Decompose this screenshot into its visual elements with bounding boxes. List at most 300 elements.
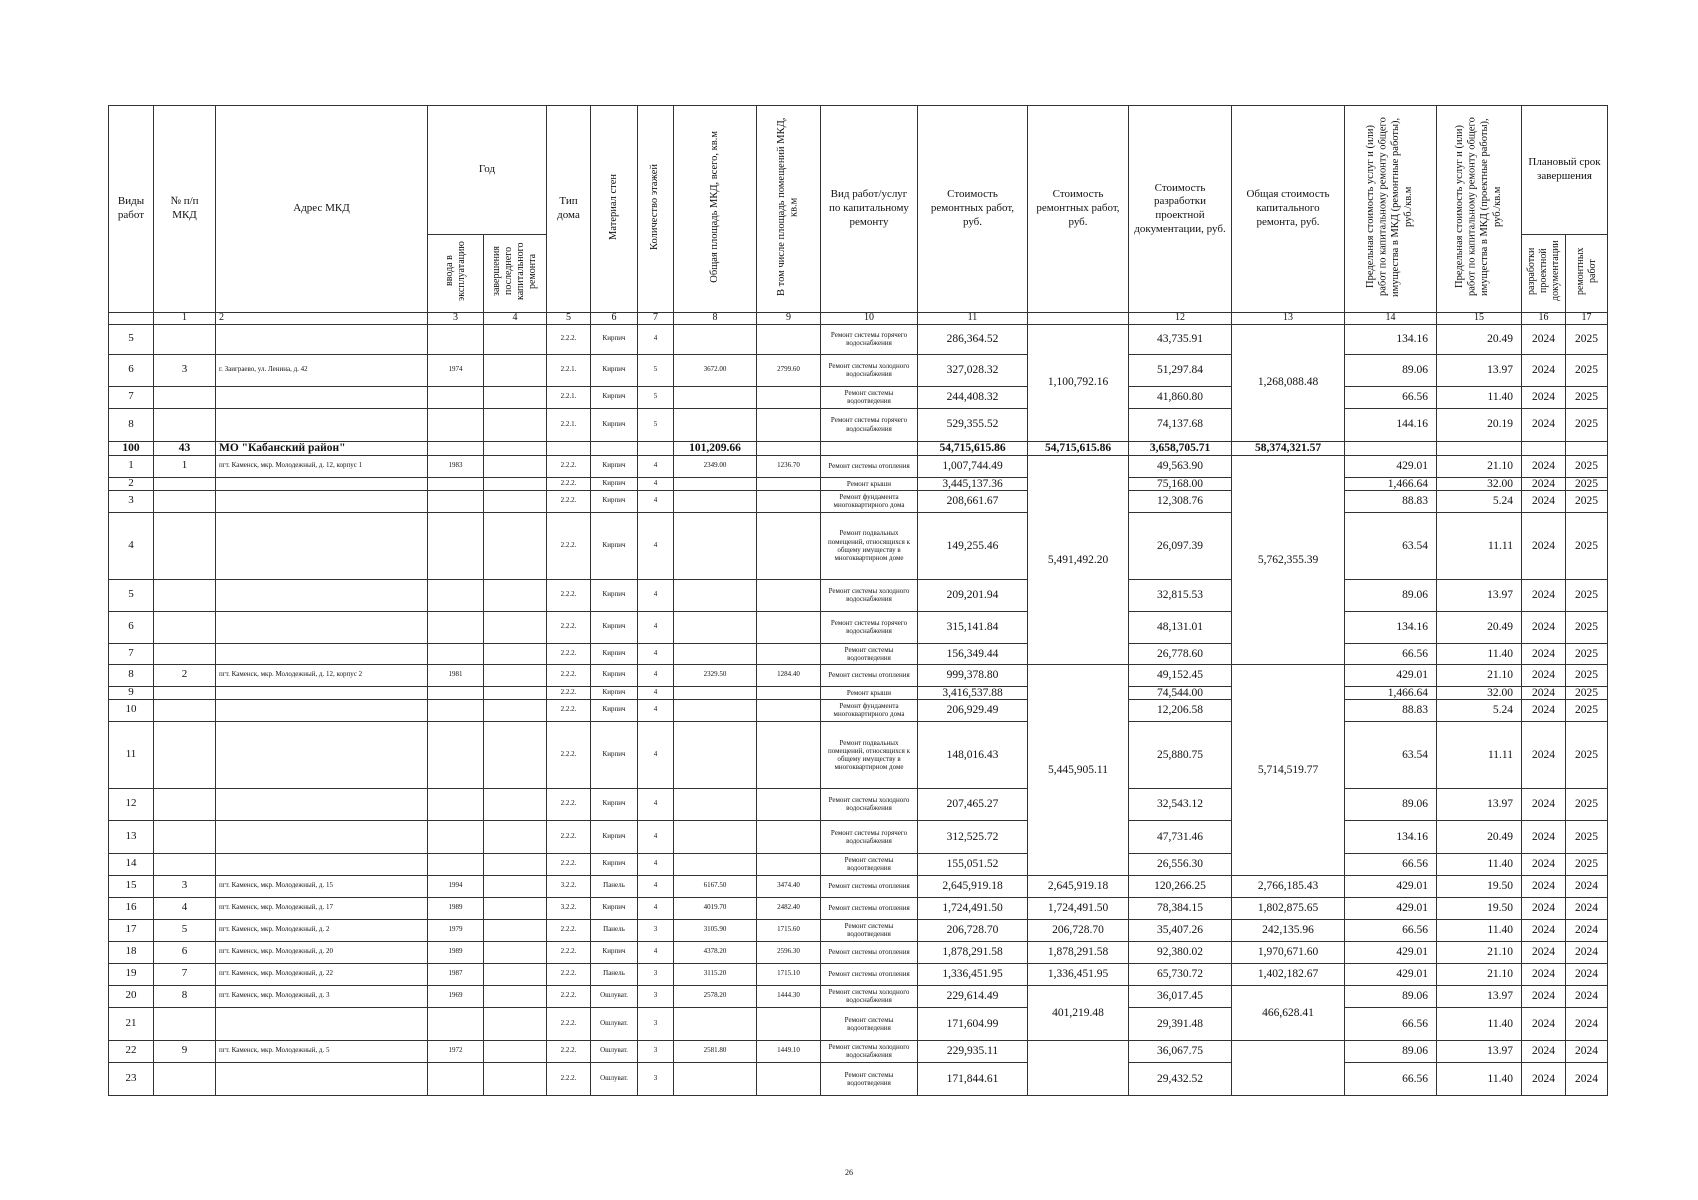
total-area-cell: 3672.00 xyxy=(674,354,757,386)
house-type-cell: 2.2.2. xyxy=(547,324,591,354)
premises-area-cell xyxy=(757,477,821,490)
wall-material-cell: Кирпич xyxy=(591,408,638,441)
work-type-cell: Ремонт системы водоотведения xyxy=(821,643,918,664)
wall-material-cell: Ошлуват. xyxy=(591,1007,638,1040)
premises-area-cell: 1715.10 xyxy=(757,963,821,985)
year-last-repair-cell xyxy=(484,788,547,820)
address-cell xyxy=(216,490,428,512)
term-repair-cell: 2025 xyxy=(1566,579,1608,611)
total-area-cell xyxy=(674,386,757,408)
floors-cell: 4 xyxy=(638,664,674,686)
limit-design-cell: 13.97 xyxy=(1437,985,1522,1007)
table-row xyxy=(109,941,1608,963)
limit-design-cell: 32.00 xyxy=(1437,686,1522,699)
column-index-cell: 4 xyxy=(484,313,547,325)
limit-design-cell: 11.40 xyxy=(1437,1007,1522,1040)
floors-cell: 4 xyxy=(638,721,674,788)
address-cell: МО "Кабанский район" xyxy=(216,441,428,455)
mkd-number-cell: 2 xyxy=(154,664,216,686)
limit-design-cell: 19.50 xyxy=(1437,875,1522,897)
mkd-number-cell xyxy=(154,490,216,512)
limit-repair-cell: 66.56 xyxy=(1345,643,1437,664)
term-design-cell: 2024 xyxy=(1522,1040,1566,1062)
term-repair-cell: 2024 xyxy=(1566,875,1608,897)
year-last-repair-cell xyxy=(484,512,547,579)
mkd-number-cell xyxy=(154,386,216,408)
design-cost-cell: 49,563.90 xyxy=(1129,455,1232,477)
house-type-cell: 2.2.2. xyxy=(547,455,591,477)
column-index-cell: 8 xyxy=(674,313,757,325)
address-cell xyxy=(216,686,428,699)
design-cost-cell: 65,730.72 xyxy=(1129,963,1232,985)
limit-repair-cell: 134.16 xyxy=(1345,324,1437,354)
header-year-commissioning: ввода в эксплуатацию xyxy=(428,235,484,313)
total-area-cell: 4019.70 xyxy=(674,897,757,919)
term-design-cell: 2024 xyxy=(1522,664,1566,686)
work-type-cell: Ремонт системы отопления xyxy=(821,875,918,897)
year-commissioning-cell: 1972 xyxy=(428,1040,484,1062)
address-cell: пгт. Каменск, мкр. Молодежный, д. 15 xyxy=(216,875,428,897)
work-type-cell: Ремонт системы отопления xyxy=(821,897,918,919)
limit-repair-cell: 134.16 xyxy=(1345,820,1437,853)
limit-repair-cell: 88.83 xyxy=(1345,699,1437,721)
term-repair-cell: 2024 xyxy=(1566,963,1608,985)
floors-cell: 3 xyxy=(638,1040,674,1062)
premises-area-cell: 1284.40 xyxy=(757,664,821,686)
address-cell xyxy=(216,408,428,441)
table-row xyxy=(109,664,1608,686)
mkd-number-cell: 7 xyxy=(154,963,216,985)
total-cost-cell: 2,766,185.43 xyxy=(1232,875,1345,897)
premises-area-cell xyxy=(757,386,821,408)
limit-design-cell: 5.24 xyxy=(1437,699,1522,721)
limit-design-cell: 32.00 xyxy=(1437,477,1522,490)
address-cell xyxy=(216,611,428,643)
term-design-cell: 2024 xyxy=(1522,820,1566,853)
mkd-number-cell: 9 xyxy=(154,1040,216,1062)
repair-cost-total-cell: 1,878,291.58 xyxy=(1028,941,1129,963)
design-cost-cell: 120,266.25 xyxy=(1129,875,1232,897)
premises-area-cell xyxy=(757,686,821,699)
work-type-cell: Ремонт системы холодного водоснабжения xyxy=(821,579,918,611)
year-commissioning-cell xyxy=(428,788,484,820)
limit-repair-cell: 144.16 xyxy=(1345,408,1437,441)
design-cost-cell: 49,152.45 xyxy=(1129,664,1232,686)
year-last-repair-cell xyxy=(484,721,547,788)
total-area-cell xyxy=(674,699,757,721)
floors-cell: 4 xyxy=(638,512,674,579)
limit-design-cell: 11.11 xyxy=(1437,721,1522,788)
limit-repair-cell: 134.16 xyxy=(1345,611,1437,643)
header-year: Год xyxy=(428,106,547,235)
term-repair-cell: 2025 xyxy=(1566,664,1608,686)
table-row xyxy=(109,455,1608,477)
year-commissioning-cell: 1979 xyxy=(428,919,484,941)
table-row xyxy=(109,686,1608,699)
total-cost-cell: 5,714,519.77 xyxy=(1232,664,1345,875)
wall-material-cell: Ошлуват. xyxy=(591,1062,638,1095)
limit-design-cell: 11.40 xyxy=(1437,919,1522,941)
floors-cell: 5 xyxy=(638,354,674,386)
year-commissioning-cell xyxy=(428,699,484,721)
limit-design-cell: 20.19 xyxy=(1437,408,1522,441)
term-repair-cell: 2024 xyxy=(1566,985,1608,1007)
total-area-cell xyxy=(674,1007,757,1040)
total-area-cell xyxy=(674,788,757,820)
year-commissioning-cell: 1989 xyxy=(428,897,484,919)
work-index-cell: 9 xyxy=(109,686,154,699)
work-type-cell: Ремонт системы холодного водоснабжения xyxy=(821,985,918,1007)
repair-cost-cell: 171,844.61 xyxy=(918,1062,1028,1095)
limit-design-cell: 21.10 xyxy=(1437,455,1522,477)
year-last-repair-cell xyxy=(484,1007,547,1040)
term-design-cell: 2024 xyxy=(1522,490,1566,512)
design-cost-cell: 12,206.58 xyxy=(1129,699,1232,721)
mkd-number-cell xyxy=(154,611,216,643)
work-type-cell: Ремонт системы водоотведения xyxy=(821,1007,918,1040)
floors-cell: 4 xyxy=(638,455,674,477)
table-row xyxy=(109,963,1608,985)
year-last-repair-cell xyxy=(484,1040,547,1062)
limit-repair-cell: 89.06 xyxy=(1345,354,1437,386)
repair-cost-cell: 3,416,537.88 xyxy=(918,686,1028,699)
year-commissioning-cell xyxy=(428,477,484,490)
floors-cell: 5 xyxy=(638,386,674,408)
limit-repair-cell: 63.54 xyxy=(1345,512,1437,579)
year-commissioning-cell: 1969 xyxy=(428,985,484,1007)
address-cell: пгт. Каменск, мкр. Молодежный, д. 12, корпус 1 xyxy=(216,455,428,477)
limit-repair-cell: 429.01 xyxy=(1345,875,1437,897)
wall-material-cell: Кирпич xyxy=(591,611,638,643)
address-cell xyxy=(216,820,428,853)
work-index-cell: 19 xyxy=(109,963,154,985)
repair-cost-total-cell xyxy=(1028,1040,1129,1095)
year-last-repair-cell xyxy=(484,963,547,985)
wall-material-cell: Панель xyxy=(591,875,638,897)
address-cell xyxy=(216,1007,428,1040)
premises-area-cell xyxy=(757,579,821,611)
repair-cost-cell: 1,724,491.50 xyxy=(918,897,1028,919)
total-area-cell: 3105.90 xyxy=(674,919,757,941)
table-row xyxy=(109,579,1608,611)
table-row xyxy=(109,1040,1608,1062)
column-index-cell: 3 xyxy=(428,313,484,325)
term-design-cell: 2024 xyxy=(1522,875,1566,897)
term-repair-cell: 2024 xyxy=(1566,1062,1608,1095)
address-cell xyxy=(216,579,428,611)
mkd-number-cell: 1 xyxy=(154,455,216,477)
work-type-cell: Ремонт системы отопления xyxy=(821,963,918,985)
repair-cost-cell: 3,445,137.36 xyxy=(918,477,1028,490)
work-type-cell: Ремонт крыши xyxy=(821,686,918,699)
premises-area-cell xyxy=(757,490,821,512)
design-cost-cell: 74,544.00 xyxy=(1129,686,1232,699)
year-last-repair-cell xyxy=(484,490,547,512)
work-index-cell: 4 xyxy=(109,512,154,579)
header-address: Адрес МКД xyxy=(216,106,428,313)
work-type-cell: Ремонт системы водоотведения xyxy=(821,1062,918,1095)
term-repair-cell: 2024 xyxy=(1566,1040,1608,1062)
total-cost-cell: 466,628.41 xyxy=(1232,985,1345,1040)
column-index-cell: 14 xyxy=(1345,313,1437,325)
address-cell: г. Заиграево, ул. Ленина, д. 42 xyxy=(216,354,428,386)
work-type-cell: Ремонт системы отопления xyxy=(821,455,918,477)
limit-repair-cell: 1,466.64 xyxy=(1345,686,1437,699)
design-cost-cell: 25,880.75 xyxy=(1129,721,1232,788)
limit-design-cell: 20.49 xyxy=(1437,820,1522,853)
address-cell: пгт. Каменск, мкр. Молодежный, д. 3 xyxy=(216,985,428,1007)
column-index-cell: 7 xyxy=(638,313,674,325)
house-type-cell: 2.2.2. xyxy=(547,941,591,963)
wall-material-cell: Кирпич xyxy=(591,664,638,686)
floors-cell: 4 xyxy=(638,941,674,963)
work-index-cell: 22 xyxy=(109,1040,154,1062)
repair-cost-cell: 2,645,919.18 xyxy=(918,875,1028,897)
premises-area-cell: 1449.10 xyxy=(757,1040,821,1062)
year-last-repair-cell xyxy=(484,686,547,699)
term-repair-cell: 2025 xyxy=(1566,853,1608,875)
house-type-cell: 2.2.1. xyxy=(547,354,591,386)
limit-repair-cell: 89.06 xyxy=(1345,579,1437,611)
header-premises-area: В том числе площадь помещений МКД, кв.м xyxy=(757,106,821,313)
table-row xyxy=(109,324,1608,354)
floors-cell: 3 xyxy=(638,1062,674,1095)
mkd-number-cell xyxy=(154,1007,216,1040)
mkd-number-cell xyxy=(154,853,216,875)
mkd-number-cell: 3 xyxy=(154,354,216,386)
repair-cost-total-cell: 1,336,451.95 xyxy=(1028,963,1129,985)
total-area-cell xyxy=(674,1062,757,1095)
wall-material-cell: Ошлуват. xyxy=(591,985,638,1007)
house-type-cell: 2.2.2. xyxy=(547,985,591,1007)
repair-cost-cell: 1,007,744.49 xyxy=(918,455,1028,477)
year-last-repair-cell xyxy=(484,386,547,408)
year-commissioning-cell xyxy=(428,686,484,699)
limit-design-cell xyxy=(1437,441,1522,455)
repair-cost-total-cell: 5,445,905.11 xyxy=(1028,664,1129,875)
year-last-repair-cell xyxy=(484,1062,547,1095)
limit-repair-cell: 63.54 xyxy=(1345,721,1437,788)
column-index-cell: 2 xyxy=(216,313,428,325)
house-type-cell: 2.2.2. xyxy=(547,490,591,512)
term-repair-cell: 2025 xyxy=(1566,820,1608,853)
term-design-cell: 2024 xyxy=(1522,455,1566,477)
year-commissioning-cell xyxy=(428,1062,484,1095)
wall-material-cell: Ошлуват. xyxy=(591,1040,638,1062)
work-index-cell: 10 xyxy=(109,699,154,721)
design-cost-cell: 32,543.12 xyxy=(1129,788,1232,820)
year-last-repair-cell xyxy=(484,579,547,611)
floors-cell: 4 xyxy=(638,324,674,354)
total-cost-cell xyxy=(1232,1040,1345,1095)
wall-material-cell: Кирпич xyxy=(591,512,638,579)
term-design-cell: 2024 xyxy=(1522,699,1566,721)
header-repair-cost: Стоимость ремонтных работ, руб. xyxy=(918,106,1028,313)
wall-material-cell: Кирпич xyxy=(591,699,638,721)
address-cell: пгт. Каменск, мкр. Молодежный, д. 5 xyxy=(216,1040,428,1062)
floors-cell: 4 xyxy=(638,477,674,490)
mkd-number-cell xyxy=(154,721,216,788)
address-cell xyxy=(216,512,428,579)
table-row xyxy=(109,1062,1608,1095)
work-type-cell: Ремонт системы горячего водоснабжения xyxy=(821,820,918,853)
limit-repair-cell: 66.56 xyxy=(1345,919,1437,941)
work-index-cell: 21 xyxy=(109,1007,154,1040)
work-index-cell: 18 xyxy=(109,941,154,963)
table-row xyxy=(109,1007,1608,1040)
mkd-number-cell xyxy=(154,1062,216,1095)
repair-cost-cell: 315,141.84 xyxy=(918,611,1028,643)
wall-material-cell: Кирпич xyxy=(591,820,638,853)
design-cost-cell: 74,137.68 xyxy=(1129,408,1232,441)
house-type-cell: 2.2.2. xyxy=(547,611,591,643)
premises-area-cell: 3474.40 xyxy=(757,875,821,897)
work-index-cell: 6 xyxy=(109,354,154,386)
total-area-cell xyxy=(674,512,757,579)
total-cost-cell: 1,802,875.65 xyxy=(1232,897,1345,919)
term-repair-cell: 2024 xyxy=(1566,919,1608,941)
limit-design-cell: 11.40 xyxy=(1437,853,1522,875)
repair-cost-cell: 155,051.52 xyxy=(918,853,1028,875)
design-cost-cell: 41,860.80 xyxy=(1129,386,1232,408)
term-design-cell: 2024 xyxy=(1522,963,1566,985)
floors-cell: 4 xyxy=(638,611,674,643)
address-cell: пгт. Каменск, мкр. Молодежный, д. 22 xyxy=(216,963,428,985)
term-design-cell: 2024 xyxy=(1522,324,1566,354)
header-term-repair: ремонтных работ xyxy=(1566,235,1608,313)
column-index-cell xyxy=(109,313,154,325)
repair-cost-cell: 327,028.32 xyxy=(918,354,1028,386)
year-last-repair-cell xyxy=(484,611,547,643)
year-commissioning-cell xyxy=(428,512,484,579)
work-index-cell: 1 xyxy=(109,455,154,477)
limit-repair-cell: 66.56 xyxy=(1345,853,1437,875)
header-limit-repair: Предельная стоимость услуг и (или) работ по капитальному ремонту общего имущества в МКД (ремонтные работы), руб./кв.м xyxy=(1345,106,1437,313)
year-commissioning-cell: 1974 xyxy=(428,354,484,386)
column-index-cell: 13 xyxy=(1232,313,1345,325)
work-index-cell: 13 xyxy=(109,820,154,853)
house-type-cell xyxy=(547,441,591,455)
design-cost-cell: 26,556.30 xyxy=(1129,853,1232,875)
wall-material-cell: Кирпич xyxy=(591,490,638,512)
capital-repair-table xyxy=(108,105,1608,1096)
house-type-cell: 2.2.2. xyxy=(547,512,591,579)
term-design-cell: 2024 xyxy=(1522,408,1566,441)
design-cost-cell: 75,168.00 xyxy=(1129,477,1232,490)
house-type-cell: 2.2.2. xyxy=(547,853,591,875)
total-cost-cell: 1,268,088.48 xyxy=(1232,324,1345,441)
house-type-cell: 2.2.2. xyxy=(547,477,591,490)
floors-cell: 3 xyxy=(638,1007,674,1040)
mkd-number-cell xyxy=(154,477,216,490)
year-last-repair-cell xyxy=(484,477,547,490)
work-index-cell: 5 xyxy=(109,324,154,354)
term-repair-cell: 2025 xyxy=(1566,354,1608,386)
term-design-cell: 2024 xyxy=(1522,611,1566,643)
table-row xyxy=(109,477,1608,490)
design-cost-cell: 92,380.02 xyxy=(1129,941,1232,963)
wall-material-cell: Панель xyxy=(591,963,638,985)
limit-repair-cell: 429.01 xyxy=(1345,963,1437,985)
repair-cost-cell: 244,408.32 xyxy=(918,386,1028,408)
house-type-cell: 2.2.2. xyxy=(547,1007,591,1040)
floors-cell: 3 xyxy=(638,985,674,1007)
address-cell xyxy=(216,699,428,721)
repair-cost-cell: 149,255.46 xyxy=(918,512,1028,579)
column-index-cell: 9 xyxy=(757,313,821,325)
table-row xyxy=(109,643,1608,664)
premises-area-cell xyxy=(757,1062,821,1095)
wall-material-cell: Кирпич xyxy=(591,941,638,963)
term-repair-cell: 2024 xyxy=(1566,897,1608,919)
limit-repair-cell: 429.01 xyxy=(1345,941,1437,963)
wall-material-cell: Кирпич xyxy=(591,354,638,386)
table-row xyxy=(109,897,1608,919)
design-cost-cell: 12,308.76 xyxy=(1129,490,1232,512)
house-type-cell: 2.2.2. xyxy=(547,579,591,611)
year-commissioning-cell xyxy=(428,408,484,441)
design-cost-cell: 26,778.60 xyxy=(1129,643,1232,664)
premises-area-cell xyxy=(757,512,821,579)
term-repair-cell: 2025 xyxy=(1566,455,1608,477)
address-cell xyxy=(216,1062,428,1095)
repair-cost-total-cell: 1,724,491.50 xyxy=(1028,897,1129,919)
year-commissioning-cell: 1981 xyxy=(428,664,484,686)
mkd-number-cell xyxy=(154,579,216,611)
premises-area-cell: 2596.30 xyxy=(757,941,821,963)
wall-material-cell: Кирпич xyxy=(591,853,638,875)
address-cell xyxy=(216,477,428,490)
floors-cell: 4 xyxy=(638,875,674,897)
repair-cost-cell: 156,349.44 xyxy=(918,643,1028,664)
work-index-cell: 5 xyxy=(109,579,154,611)
year-last-repair-cell xyxy=(484,408,547,441)
floors-cell: 4 xyxy=(638,490,674,512)
term-repair-cell: 2025 xyxy=(1566,477,1608,490)
total-area-cell: 3115.20 xyxy=(674,963,757,985)
limit-repair-cell: 89.06 xyxy=(1345,788,1437,820)
table-row xyxy=(109,490,1608,512)
repair-cost-cell: 999,378.80 xyxy=(918,664,1028,686)
work-type-cell: Ремонт системы холодного водоснабжения xyxy=(821,788,918,820)
year-last-repair-cell xyxy=(484,699,547,721)
work-index-cell: 6 xyxy=(109,611,154,643)
house-type-cell: 2.2.2. xyxy=(547,643,591,664)
total-cost-cell: 5,762,355.39 xyxy=(1232,455,1345,664)
limit-repair-cell: 1,466.64 xyxy=(1345,477,1437,490)
limit-design-cell: 11.40 xyxy=(1437,643,1522,664)
repair-cost-total-cell: 54,715,615.86 xyxy=(1028,441,1129,455)
premises-area-cell: 1715.60 xyxy=(757,919,821,941)
floors-cell: 4 xyxy=(638,820,674,853)
repair-cost-total-cell: 206,728.70 xyxy=(1028,919,1129,941)
work-type-cell: Ремонт системы горячего водоснабжения xyxy=(821,611,918,643)
year-last-repair-cell xyxy=(484,354,547,386)
year-last-repair-cell xyxy=(484,875,547,897)
year-commissioning-cell xyxy=(428,386,484,408)
limit-repair-cell: 88.83 xyxy=(1345,490,1437,512)
mkd-number-cell xyxy=(154,820,216,853)
header-total-area: Общая площадь МКД, всего, кв.м xyxy=(674,106,757,313)
column-index-cell: 5 xyxy=(547,313,591,325)
premises-area-cell xyxy=(757,820,821,853)
total-cost-cell: 58,374,321.57 xyxy=(1232,441,1345,455)
column-index-cell: 11 xyxy=(918,313,1028,325)
limit-design-cell: 21.10 xyxy=(1437,963,1522,985)
total-area-cell: 2329.50 xyxy=(674,664,757,686)
premises-area-cell xyxy=(757,611,821,643)
floors-cell: 4 xyxy=(638,699,674,721)
